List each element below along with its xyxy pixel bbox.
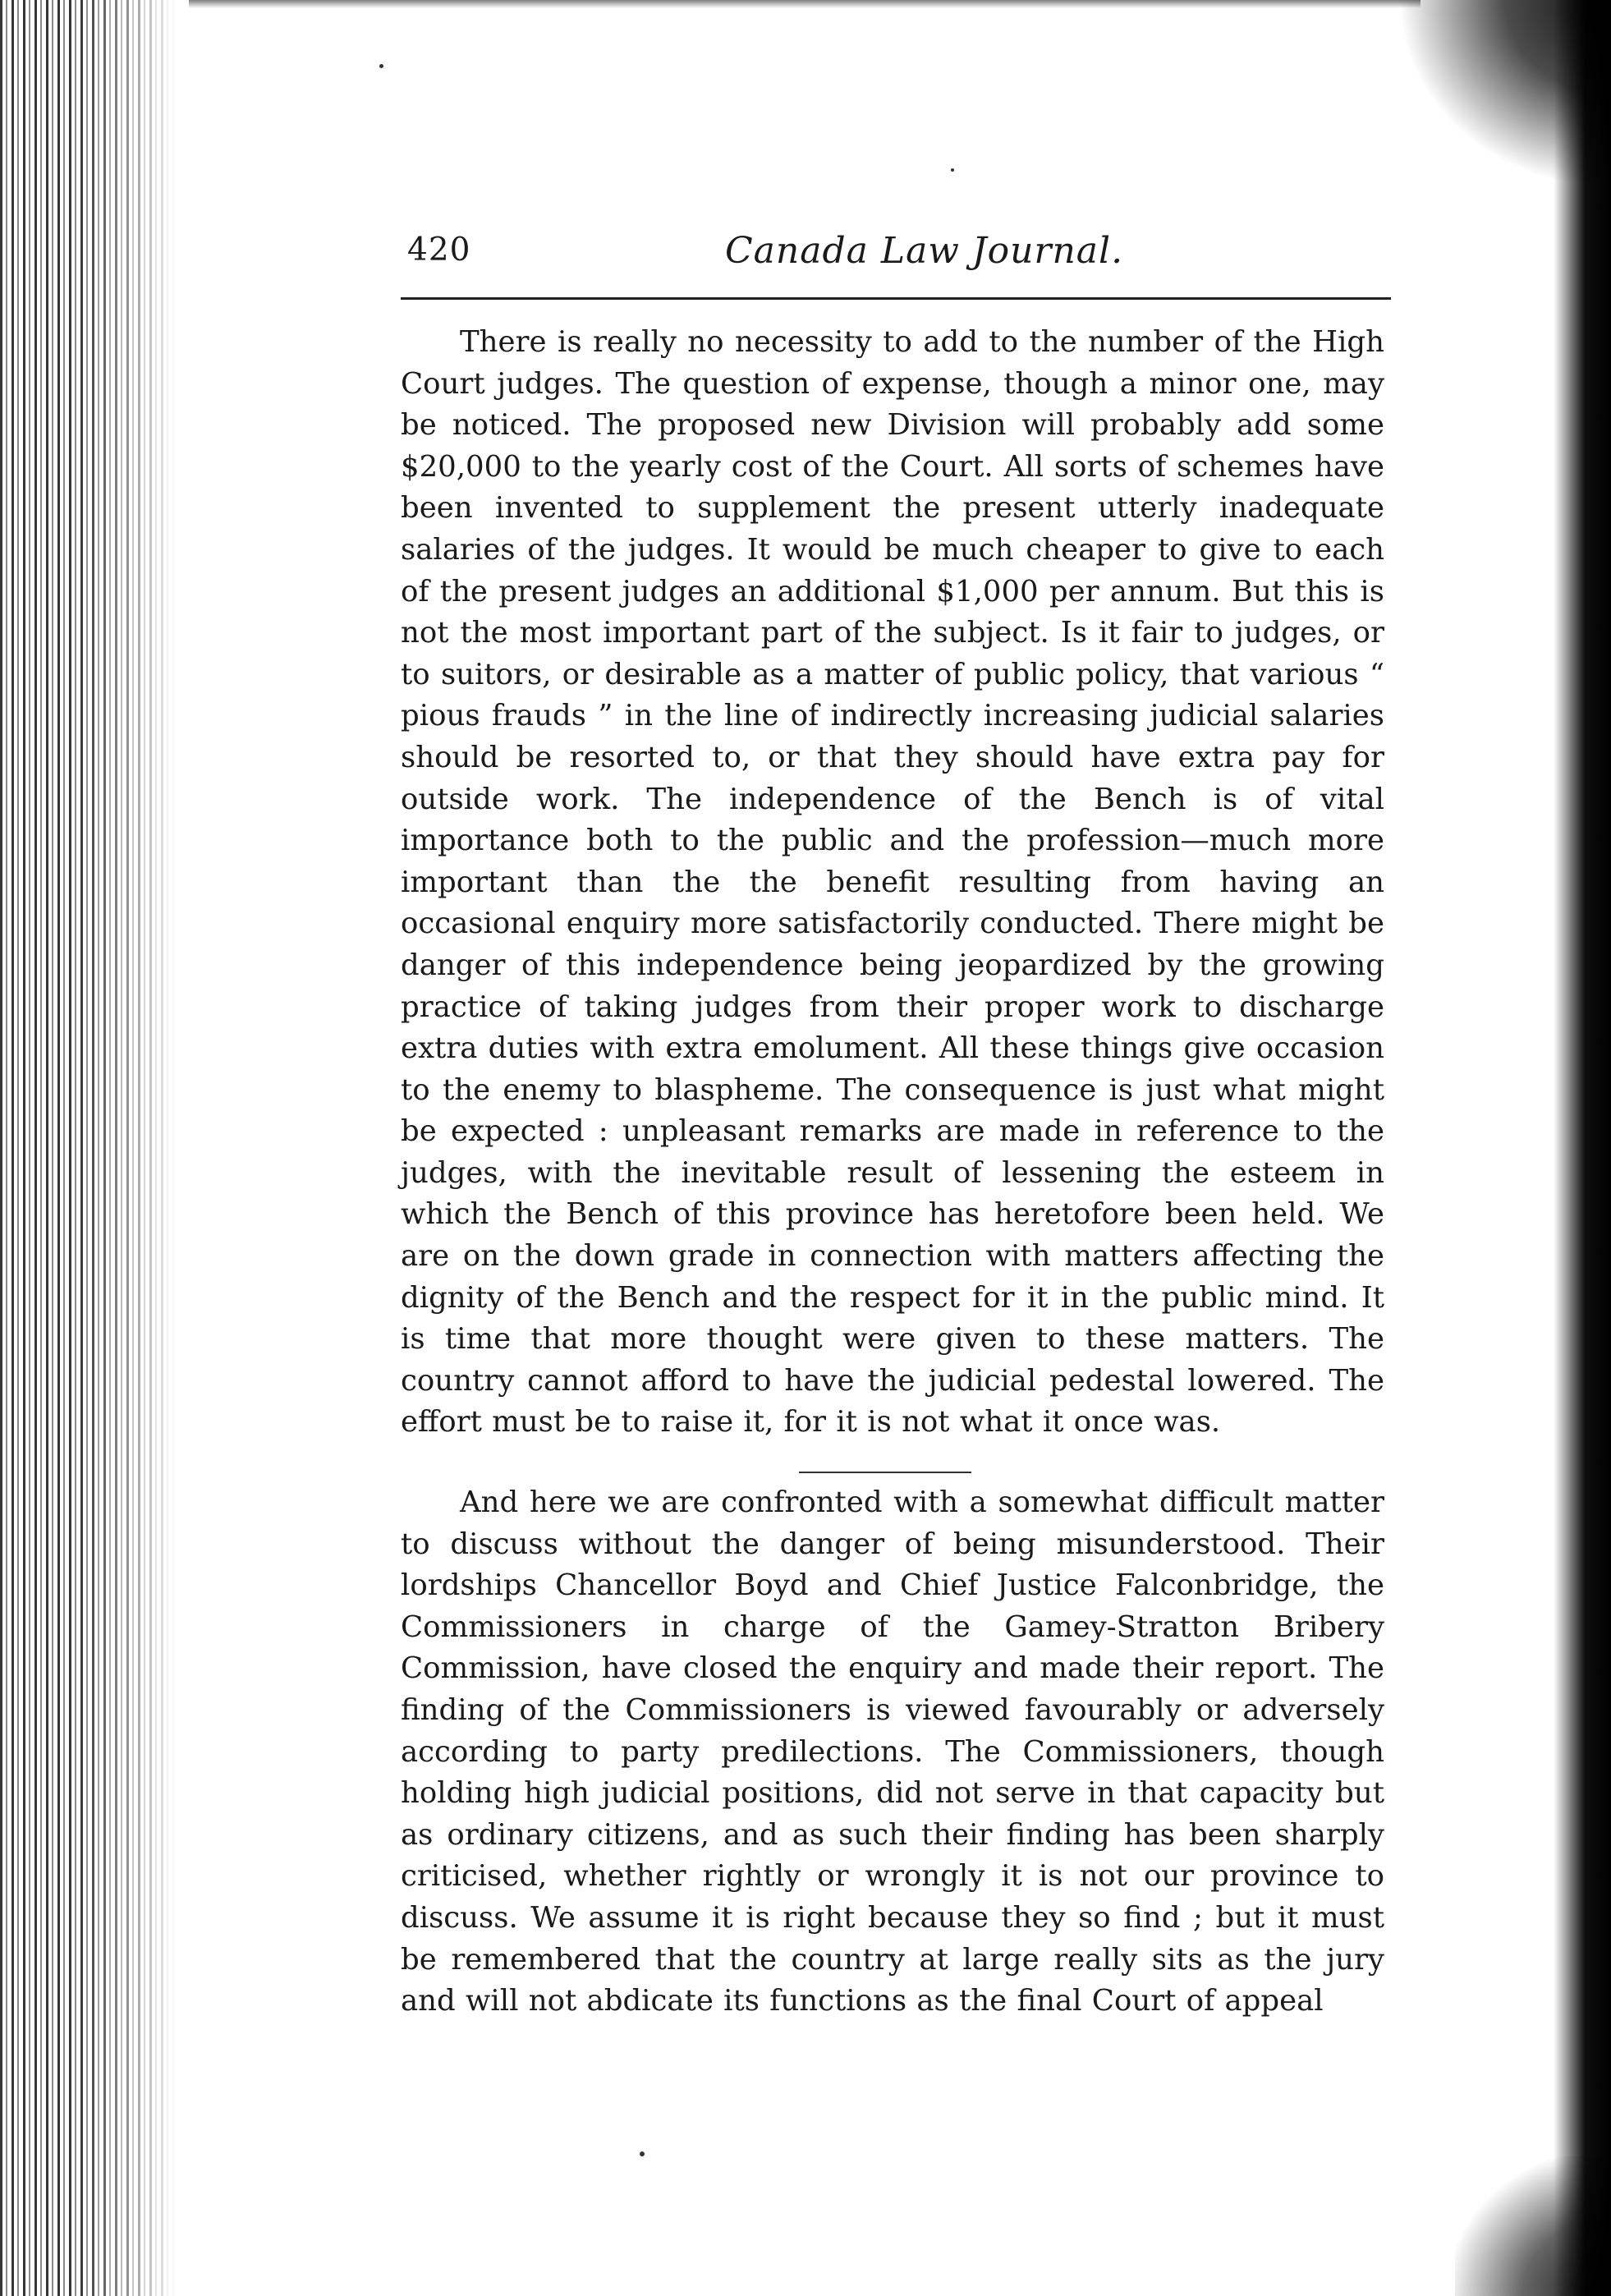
scan-speck	[379, 64, 383, 68]
scan-corner-shadow-bottom-right	[1455, 2156, 1611, 2296]
article-body	[401, 322, 1384, 1444]
scan-binding-shadow-right	[1554, 0, 1611, 2296]
paragraph: There is really no necessity to add to the number of the High Court judges. The question of expense, though a minor one, may be noticed. The proposed new Division will probably add some $20,000 to the yearly cost of the Court. All sorts of schemes have been invented to supplement the present utterly inadequate salaries of the judges. It would be much cheaper to give to each of the present judges an additional $1,000 per annum. But this is not the most important part of the subject. Is it fair to judges, or to suitors, or desirable as a matter of public policy, that various “ pious frauds ” in the line of indirectly increasing judicial salaries should be resorted to, or that they should have extra pay for outside work. The independence of the Bench is of vital importance both to the public and the profession—much more important than the the benefit resulting from having an occasional enquiry more satisfactorily conducted. There might be danger of this independence being jeopardized by the growing practice of taking judges from their proper work to discharge extra duties with extra emolument. All these things give occasion to the enemy to blaspheme. The consequence is just what might be expected : unpleasant remarks are made in reference to the judges, with the inevitable result of lessening the esteem in which the Bench of this province has heretofore been held. We are on the down grade in connection with matters affecting the dignity of the Bench and the respect for it in the public mind. It is time that more thought were given to these matters. The country cannot afford to have the judicial pedestal lowered. The effort must be to raise it, for it is not what it once was.	[401, 325, 1384, 1440]
scan-speck	[640, 2151, 645, 2156]
running-head: Canada Law Journal.	[725, 230, 1124, 272]
scan-binding-shadow-left	[0, 0, 177, 2296]
article-body	[401, 1482, 1384, 2023]
journal-page	[401, 222, 1386, 2018]
header-rule	[401, 297, 1391, 300]
scan-speck	[951, 168, 954, 172]
page-number: 420	[407, 232, 471, 269]
page-header	[401, 222, 1386, 279]
section-divider	[799, 1472, 971, 1473]
scan-top-edge	[189, 0, 1421, 8]
paragraph: And here we are confronted with a somewhat difficult matter to discuss without the danger of being misunderstood. Their lordships Chancellor Boyd and Chief Justice Falconbridge, the Commissioners in charge of the Gamey-Stratton Bribery Commission, have closed the enquiry and made their report. The finding of the Commissioners is viewed favourably or adversely according to party predilections. The Commissioners, though holding high judicial positions, did not serve in that capacity but as ordinary citizens, and as such their finding has been sharply criticised, whether rightly or wrongly it is not our province to discuss. We assume it is right because they so find ; but it must be remembered that the country at large really sits as the jury and will not abdicate its functions as the final Court of appeal	[401, 1486, 1384, 2018]
scan-corner-shadow-top-right	[1398, 0, 1611, 189]
